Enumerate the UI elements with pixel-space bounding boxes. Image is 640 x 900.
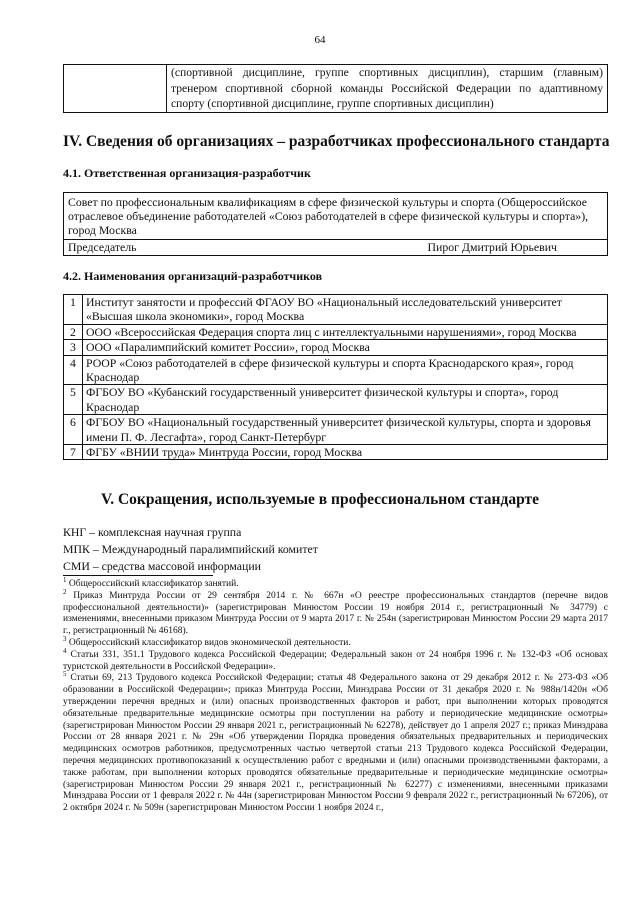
footnote-mark: 5 <box>63 670 67 679</box>
footnote-text: Статьи 331, 351.1 Трудового кодекса Российской Федерации; Федеральный закон от 24 ноября 1996 г. № 132-ФЗ «Об основах туристской деятельности в Российской Федерации». <box>63 649 608 672</box>
abbreviation-item: МПК – Международный паралимпийский комитет <box>63 542 318 556</box>
org-number: 3 <box>64 340 83 355</box>
table-cell-text: (спортивной дисциплине, группе спортивных дисциплин), старшим (главным) тренером спортивной сборной команды Российской Федерации по адаптивному спорту (спортивной дисциплине, группе спортивных дисциплин) <box>167 65 608 113</box>
abbreviations-list <box>63 524 318 575</box>
footnote-text: Общероссийский классификатор видов экономической деятельности. <box>68 637 351 648</box>
footnote <box>63 670 609 815</box>
table-row <box>64 295 608 325</box>
abbreviation-item: КНГ – комплексная научная группа <box>63 525 242 539</box>
org-number: 1 <box>64 295 83 325</box>
footnote-text: Приказ Минтруда России от 29 сентября 2014 г. № 667н «О реестре профессиональных стандартов (перечне видов профессиональной деятельности)» (зарегистрирован Минюстом России 19 ноября 2014 г., регистрационный № 34779) с изменениями, внесенными приказом Минтруда России от 9 марта 2017 г. № 254н (зарегистрирован Минюстом России 29 марта 2017 г., регистрационный № 46168). <box>63 590 609 637</box>
section-4-title: IV. Сведения об организациях – разработчиках профессионального стандарта <box>63 133 610 150</box>
table-row <box>64 445 608 460</box>
page-number: 64 <box>314 34 326 46</box>
footnotes <box>63 575 609 815</box>
section-5-title: V. Сокращения, используемые в профессиональном стандарте <box>101 491 539 508</box>
table-row <box>64 65 608 113</box>
responsible-org-head <box>64 240 607 255</box>
org-number: 6 <box>64 415 83 445</box>
org-number: 2 <box>64 324 83 339</box>
continued-table <box>63 64 608 113</box>
footnote <box>63 646 608 674</box>
org-name: ООО «Паралимпийский комитет России», город Москва <box>83 340 608 355</box>
table-row <box>64 340 608 355</box>
table-row <box>64 324 608 339</box>
footnote-text: Статьи 69, 213 Трудового кодекса Российской Федерации; статья 48 Федерального закона от 29 декабря 2012 г. № 273-ФЗ «Об образовании в Российской Федерации»; приказ Минтруда России, Минздрава России от 31 декабря 2020 г. № 988н/1420н «Об утверждении перечня вредных и (или) опасных производственных факторов и работ, при выполнении которых проводятся обязательные предварительные медицинские осмотры при поступлении на работу и периодические медицинские осмотры» (зарегистрирован Минюстом России 29 января 2021 г., регистрационный № 62278), действует до 1 апреля 2027 г.; приказ Минздрава России от 28 января 2021 г. № 29н «Об утверждении Порядка проведения обязательных предварительных и периодических медицинских осмотров работников, предусмотренных частью четвертой статьи 213 Трудового кодекса Российской Федерации, перечня медицинских противопоказаний к осуществлению работ с вредными и (или) опасными производственными факторами, а также работам, при выполнении которых проводятся обязательные предварительные и периодические медицинские осмотры» (зарегистрирован Минюстом России 29 января 2021 г., регистрационный № 62277) с изменениями, внесенными приказами Минздрава России от 1 февраля 2022 г. № 44н (зарегистрирован Минюстом России 9 февраля 2022 г., регистрационный № 67206), от 2 октября 2024 г. № 509н (зарегистрирован Минюстом России 1 ноября 2024 г., <box>63 673 609 814</box>
developer-orgs-table <box>63 294 608 460</box>
footnote <box>63 634 608 650</box>
table-row <box>64 355 608 385</box>
abbreviation-item: СМИ – средства массовой информации <box>63 559 261 573</box>
org-name: ФГБУ «ВНИИ труда» Минтруда России, город Москва <box>83 445 608 460</box>
org-number: 7 <box>64 445 83 460</box>
footnote <box>63 575 608 591</box>
head-role: Председатель <box>68 239 137 254</box>
footnote <box>63 587 609 638</box>
responsible-org-box <box>63 192 608 256</box>
footnote-mark: 2 <box>63 587 67 596</box>
org-number: 5 <box>64 385 83 415</box>
subsection-4-1-title: 4.1. Ответственная организация-разработчик <box>63 166 311 180</box>
org-number: 4 <box>64 355 83 385</box>
footnote-mark: 3 <box>63 634 67 643</box>
table-row <box>64 385 608 415</box>
subsection-4-2-title: 4.2. Наименования организаций-разработчиков <box>63 269 323 283</box>
footnote-divider <box>63 575 213 576</box>
org-name: Институт занятости и профессий ФГАОУ ВО «Национальный исследовательский университет «Высшая школа экономики», город Москва <box>83 295 608 325</box>
footnote-mark: 1 <box>63 575 67 584</box>
footnote-mark: 4 <box>63 646 67 655</box>
org-name: ФГБОУ ВО «Национальный государственный университет физической культуры, спорта и здоровья имени П. Ф. Лесгафта», город Санкт-Петербург <box>83 415 608 445</box>
head-name: Пирог Дмитрий Юрьевич <box>427 239 557 254</box>
org-name: РООР «Союз работодателей в сфере физической культуры и спорта Краснодарского края», город Краснодар <box>83 355 608 385</box>
table-row <box>64 415 608 445</box>
org-name: ФГБОУ ВО «Кубанский государственный университет физической культуры и спорта», город Краснодар <box>83 385 608 415</box>
table-cell-empty <box>64 65 167 113</box>
footnote-text: Общероссийский классификатор занятий. <box>68 579 239 589</box>
responsible-org-name: Совет по профессиональным квалификациям в сфере физической культуры и спорта (Общероссийское отраслевое объединение работодателей «Союз работодателей в сфере физической культуры и спорта»), город Москва <box>64 193 607 240</box>
org-name: ООО «Всероссийская Федерация спорта лиц с интеллектуальными нарушениями», город Москва <box>83 324 608 339</box>
